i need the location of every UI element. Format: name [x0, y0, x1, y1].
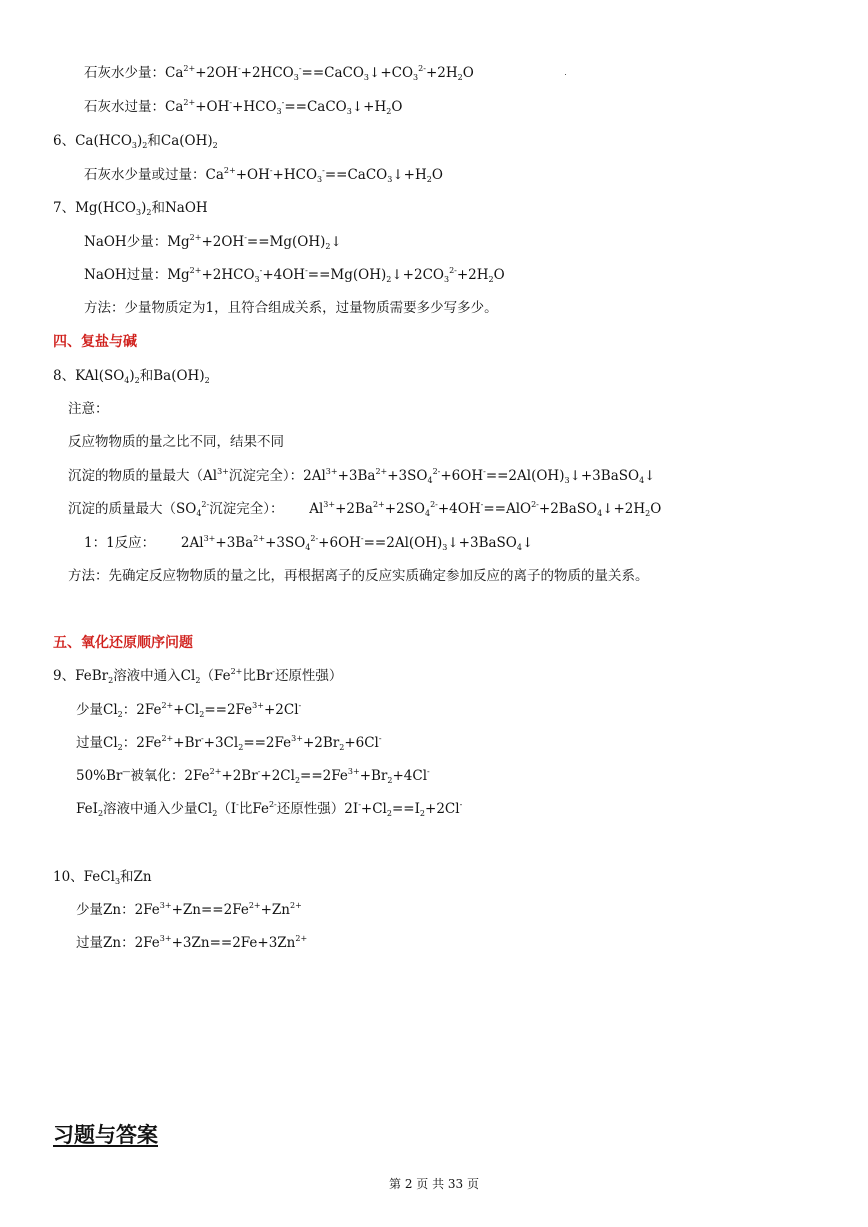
line-6: NaOH少量：$Mg^{2+}+2OH^-==Mg(OH)_2↓$ [84, 233, 342, 251]
line-16: 方法：先确定反应物物质的量之比，再根据离子的反应实质确定参加反应的离子的物质的量关系。 [68, 568, 649, 584]
exercises-title: 习题与答案 [53, 1123, 158, 1147]
line-22: FeI$_2$溶液中通入少量$Cl_2(I^-$比$Fe^{2-}$还原性强）$2I^-+Cl_2==I_2+2Cl^-$ [76, 800, 463, 818]
line-10: 8、$KAl(SO_4)_2$和$Ba(OH)_2$ [53, 368, 210, 385]
line-8: 方法：少量物质定为1，且符合组成关系，过量物质需要多少写多少。 [84, 300, 498, 316]
line-19: 少量$Cl_2$：$2Fe^{2+}+Cl_2==2Fe^{3+}+2Cl^-$ [76, 701, 302, 719]
line-2: 石灰水过量：$Ca^{2+}+OH^-+HCO_3^-==CaCO_3↓+H_2O$ [84, 98, 403, 116]
line-4: 石灰水少量或过量：$Ca^{2+}+OH^-+HCO_3^-==CaCO_3↓+H_2O$ [84, 166, 443, 184]
line-1: 石灰水少量：$Ca^{2+}+2OH^-+2HCO_3^-==CaCO_3↓+CO_3^{2-}+2H_2O$ [84, 64, 474, 82]
line-14: 沉淀的质量最大（$SO_4^{2-}$沉淀完全）： $Al^{3+}+2Ba^{2+}+2SO_4^{2-}+4OH^-==AlO^{2-}+2BaSO_4↓+2H_2O$ [68, 500, 662, 518]
line-23: 10、FeCl$_3$和Zn [53, 869, 152, 886]
line-25: 过量Zn：$2Fe^{3+}+3Zn==2Fe+3Zn^{2+}$ [76, 934, 308, 951]
line-21: 50%Br—被氧化：$2Fe^{2+}+2Br^-+2Cl_2==2Fe^{3+}+Br_2+4Cl^-$ [76, 767, 430, 785]
section-heading-5: 五、氧化还原顺序问题 [53, 635, 193, 651]
line-12: 反应物物质的量之比不同，结果不同 [68, 434, 284, 450]
speck-mark [565, 74, 566, 75]
line-15: 1：1反应： $2Al^{3+}+3Ba^{2+}+3SO_4^{2-}+6OH^-==2Al(OH)_3↓+3BaSO_4↓$ [84, 534, 534, 552]
line-11: 注意： [68, 401, 109, 417]
line-7: NaOH过量：$Mg^{2+}+2HCO_3^-+4OH^-==Mg(OH)_2↓+2CO_3^{2-}+2H_2O$ [84, 266, 505, 284]
line-18: 9、FeBr$_2$溶液中通入$Cl_2(Fe^{2+}$比Br-还原性强） [53, 667, 343, 685]
section-heading-4: 四、复盐与碱 [53, 334, 137, 350]
line-20: 过量$Cl_2$：$2Fe^{2+}+Br^-+3Cl_2==2Fe^{3+}+2Br_2+6Cl^-$ [76, 734, 382, 752]
line-5: 7、$Mg(HCO_3)_2$和NaOH [53, 200, 208, 217]
line-13: 沉淀的物质的量最大（$Al^{3+}$沉淀完全）：$2Al^{3+}+3Ba^{2+}+3SO_4^{2-}+6OH^-==2Al(OH)_3↓+3BaSO_4↓$ [68, 467, 656, 485]
page-footer: 第 2 页 共 33 页 [389, 1177, 479, 1191]
line-24: 少量Zn：$2Fe^{3+}+Zn==2Fe^{2+}+Zn^{2+}$ [76, 901, 302, 918]
line-3: 6、$Ca(HCO_3)_2$和$Ca(OH)_2$ [53, 133, 218, 150]
